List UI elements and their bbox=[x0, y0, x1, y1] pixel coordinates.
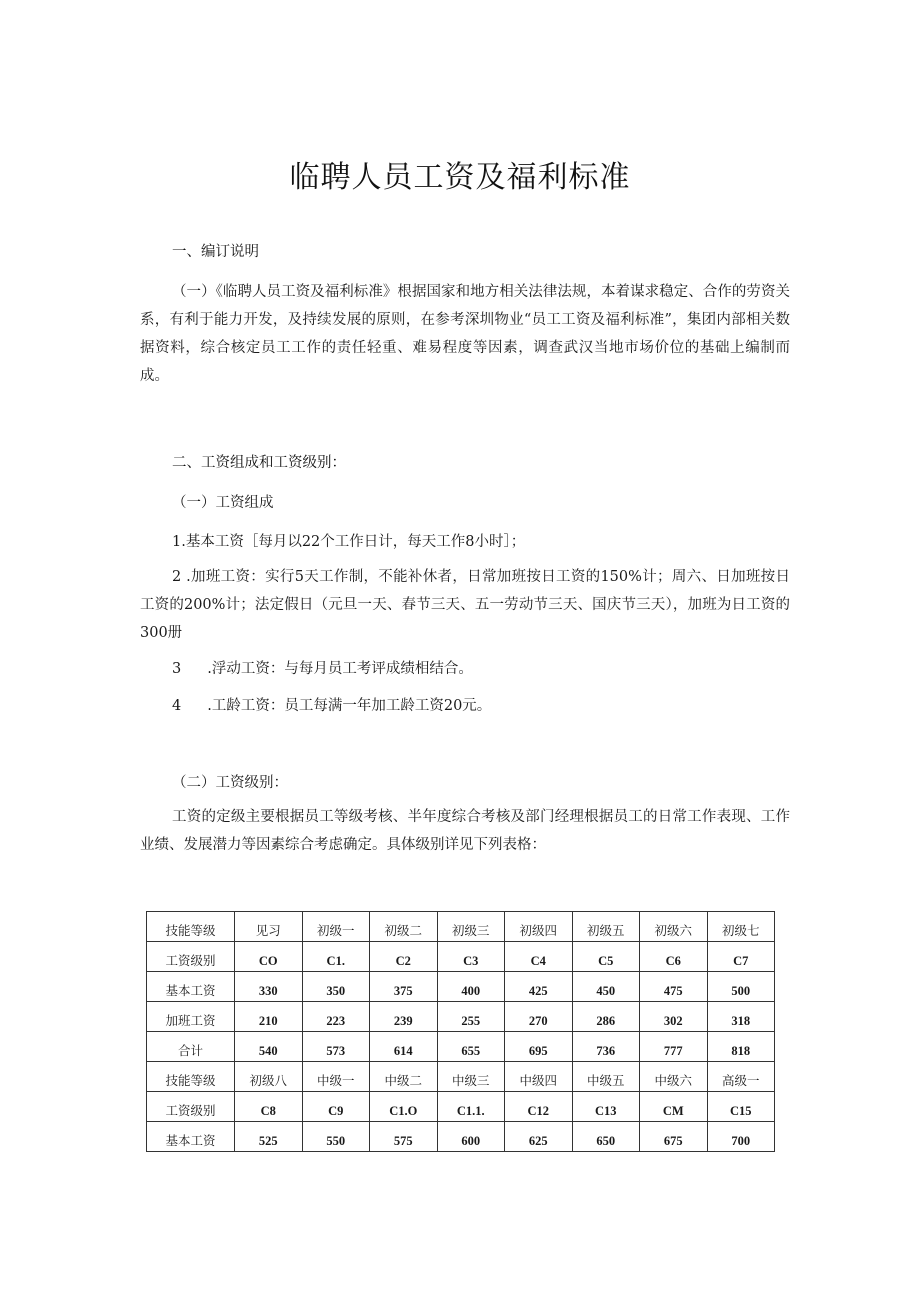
table-cell: 700 bbox=[707, 1122, 775, 1152]
table-cell: 550 bbox=[302, 1122, 370, 1152]
item-overtime-wage: 2 .加班工资：实行5天工作制，不能补休者，日常加班按日工资的150%计；周六、日加班按日工资的200%计；法定假日（元旦一天、春节三天、五一劳动节三天、国庆节三天），加班为日工资的300册 bbox=[140, 569, 790, 641]
table-cell: 高级一 bbox=[707, 1062, 775, 1092]
table-cell: 初级五 bbox=[572, 912, 640, 942]
table-cell: 302 bbox=[640, 1002, 708, 1032]
table-cell: 初级三 bbox=[437, 912, 505, 942]
table-cell: 350 bbox=[302, 972, 370, 1002]
table-cell: C5 bbox=[572, 942, 640, 972]
table-cell: 675 bbox=[640, 1122, 708, 1152]
row-label: 技能等级 bbox=[147, 1062, 235, 1092]
table-cell: 330 bbox=[235, 972, 303, 1002]
table-cell: 600 bbox=[437, 1122, 505, 1152]
table-cell: 475 bbox=[640, 972, 708, 1002]
table-row bbox=[147, 1122, 775, 1152]
table-cell: 见习 bbox=[235, 912, 303, 942]
table-row bbox=[147, 1032, 775, 1062]
table-cell: C1. bbox=[302, 942, 370, 972]
table-cell: C4 bbox=[505, 942, 573, 972]
subheading-wage-composition: （一）工资组成 bbox=[172, 495, 274, 511]
row-label: 加班工资 bbox=[147, 1002, 235, 1032]
table-row bbox=[147, 912, 775, 942]
page-title: 临聘人员工资及福利标准 bbox=[289, 160, 631, 195]
table-cell: 中级一 bbox=[302, 1062, 370, 1092]
table-cell: 286 bbox=[572, 1002, 640, 1032]
table-cell: 525 bbox=[235, 1122, 303, 1152]
table-cell: 575 bbox=[370, 1122, 438, 1152]
item-floating-wage-text: .浮动工资：与每月员工考评成绩相结合。 bbox=[207, 661, 473, 677]
table-cell: 425 bbox=[505, 972, 573, 1002]
table-cell: 318 bbox=[707, 1002, 775, 1032]
section1-heading: 一、编订说明 bbox=[172, 244, 259, 260]
item-seniority-wage bbox=[172, 694, 491, 715]
row-label: 合计 bbox=[147, 1032, 235, 1062]
table-cell: 400 bbox=[437, 972, 505, 1002]
item-floating-wage bbox=[172, 657, 473, 678]
table-row bbox=[147, 1092, 775, 1122]
row-label: 工资级别 bbox=[147, 1092, 235, 1122]
section1-paragraph: （一）《临聘人员工资及福利标准》根据国家和地方相关法律法规，本着谋求稳定、合作的劳资关系，有利于能力开发，及持续发展的原则，在参考深圳物业“员工工资及福利标准”，集团内部相关数据资料，综合核定员工工作的责任轻重、难易程度等因素，调查武汉当地市场价位的基础上编制而成。 bbox=[140, 284, 790, 384]
table-cell: 818 bbox=[707, 1032, 775, 1062]
table-cell: C6 bbox=[640, 942, 708, 972]
row-label: 基本工资 bbox=[147, 972, 235, 1002]
table-cell: 695 bbox=[505, 1032, 573, 1062]
table-cell: 中级三 bbox=[437, 1062, 505, 1092]
table-cell: 210 bbox=[235, 1002, 303, 1032]
table-cell: C1.1. bbox=[437, 1092, 505, 1122]
table-cell: 初级一 bbox=[302, 912, 370, 942]
table-cell: 初级二 bbox=[370, 912, 438, 942]
table-cell: C8 bbox=[235, 1092, 303, 1122]
wage-grade-table bbox=[146, 911, 775, 1152]
table-cell: 736 bbox=[572, 1032, 640, 1062]
table-cell: C12 bbox=[505, 1092, 573, 1122]
table-cell: C2 bbox=[370, 942, 438, 972]
item-seniority-wage-text: .工龄工资：员工每满一年加工龄工资20元。 bbox=[207, 698, 492, 714]
table-cell: 777 bbox=[640, 1032, 708, 1062]
table-cell: CM bbox=[640, 1092, 708, 1122]
table-cell: 650 bbox=[572, 1122, 640, 1152]
subheading-wage-grade: （二）工资级别： bbox=[172, 775, 288, 791]
table-cell: 625 bbox=[505, 1122, 573, 1152]
table-cell: 270 bbox=[505, 1002, 573, 1032]
table-cell: 初级七 bbox=[707, 912, 775, 942]
table-cell: 614 bbox=[370, 1032, 438, 1062]
table-cell: 540 bbox=[235, 1032, 303, 1062]
table-cell: 初级四 bbox=[505, 912, 573, 942]
table-cell: 中级六 bbox=[640, 1062, 708, 1092]
row-label: 基本工资 bbox=[147, 1122, 235, 1152]
table-cell: 375 bbox=[370, 972, 438, 1002]
section2-heading: 二、工资组成和工资级别： bbox=[172, 455, 346, 471]
table-row bbox=[147, 972, 775, 1002]
table-cell: 450 bbox=[572, 972, 640, 1002]
table-cell: 239 bbox=[370, 1002, 438, 1032]
table-cell: 255 bbox=[437, 1002, 505, 1032]
table-cell: 中级五 bbox=[572, 1062, 640, 1092]
table-cell: C13 bbox=[572, 1092, 640, 1122]
table-cell: C15 bbox=[707, 1092, 775, 1122]
item-basic-wage: 1.基本工资［每月以22个工作日计，每天工作8小时］； bbox=[172, 534, 526, 550]
table-cell: 初级六 bbox=[640, 912, 708, 942]
table-cell: 223 bbox=[302, 1002, 370, 1032]
item-floating-wage-number: 3 bbox=[172, 661, 182, 677]
table-cell: C7 bbox=[707, 942, 775, 972]
table-cell: 655 bbox=[437, 1032, 505, 1062]
table-cell: C9 bbox=[302, 1092, 370, 1122]
row-label: 工资级别 bbox=[147, 942, 235, 972]
table-row bbox=[147, 1062, 775, 1092]
table-cell: 573 bbox=[302, 1032, 370, 1062]
table-row bbox=[147, 1002, 775, 1032]
table-cell: 500 bbox=[707, 972, 775, 1002]
wage-grade-paragraph: 工资的定级主要根据员工等级考核、半年度综合考核及部门经理根据员工的日常工作表现、工作业绩、发展潜力等因素综合考虑确定。具体级别详见下列表格： bbox=[140, 809, 790, 853]
table-row bbox=[147, 942, 775, 972]
row-label: 技能等级 bbox=[147, 912, 235, 942]
item-seniority-wage-number: 4 bbox=[172, 698, 182, 714]
table-cell: 中级二 bbox=[370, 1062, 438, 1092]
table-cell: CO bbox=[235, 942, 303, 972]
table-cell: 中级四 bbox=[505, 1062, 573, 1092]
table-cell: C1.O bbox=[370, 1092, 438, 1122]
table-cell: 初级八 bbox=[235, 1062, 303, 1092]
table-cell: C3 bbox=[437, 942, 505, 972]
